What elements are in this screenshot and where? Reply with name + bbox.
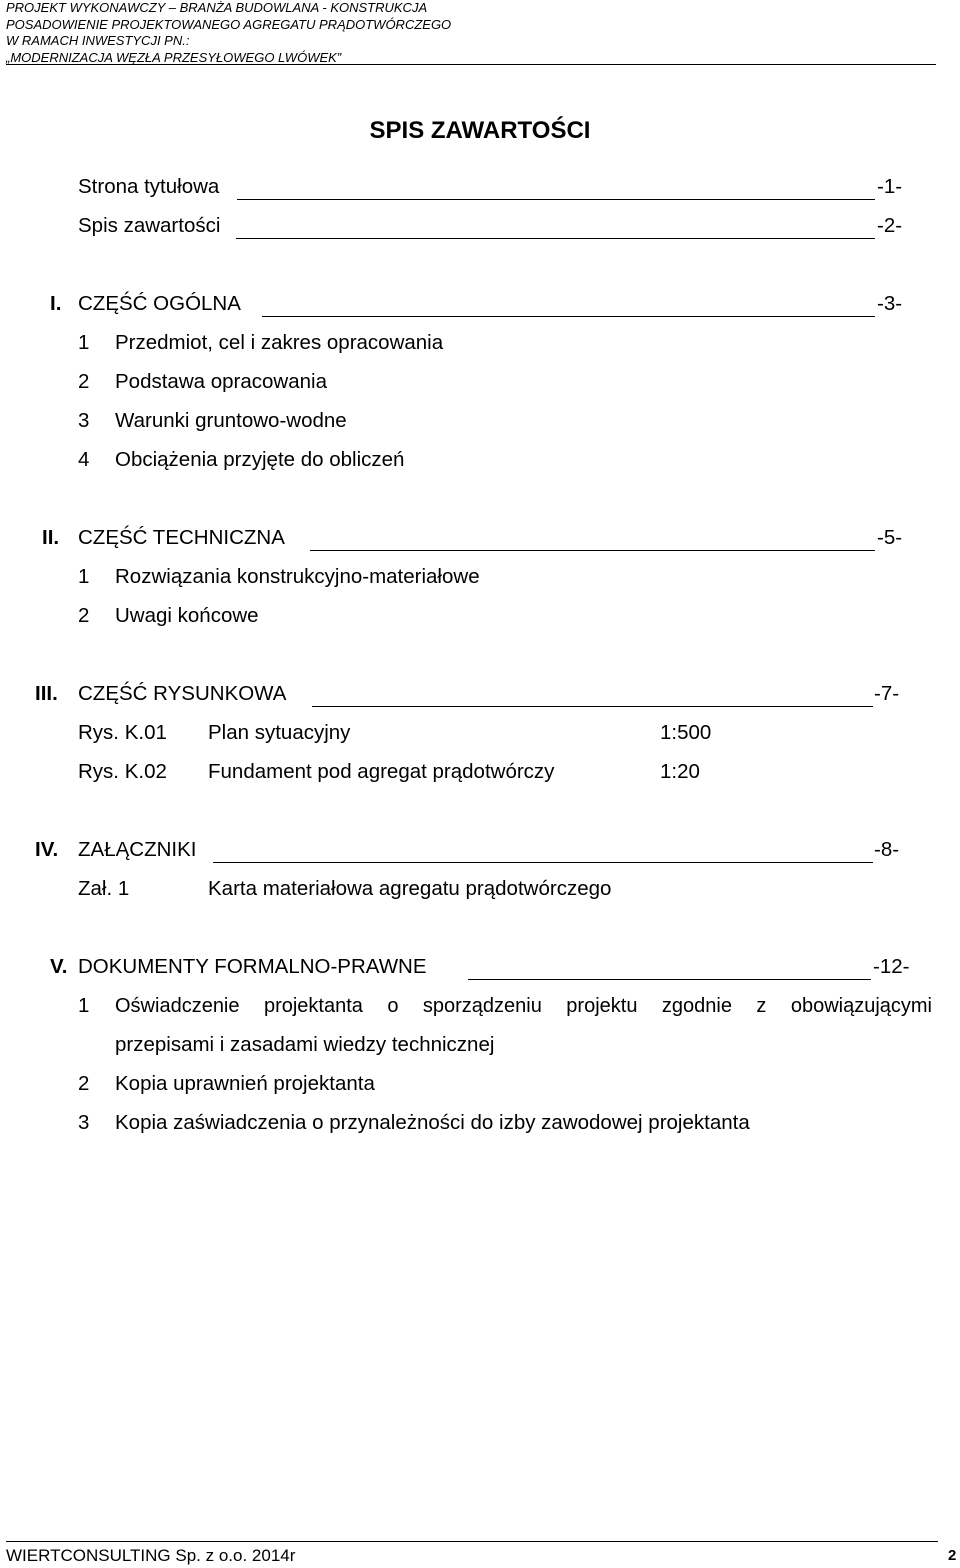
item-number: 1: [78, 331, 90, 354]
toc-page-number: -5-: [877, 526, 903, 549]
toc-leader-line: [310, 550, 875, 551]
header-line-2: POSADOWIENIE PROJEKTOWANEGO AGREGATU PRĄDOTWÓRCZEGO: [6, 16, 452, 32]
attachment-code: Zał. 1: [78, 877, 130, 900]
footer-company: WIERTCONSULTING Sp. z o.o. 2014r: [6, 1546, 296, 1565]
drawing-scale: 1:20: [660, 760, 700, 783]
toc-page-number: -8-: [874, 838, 900, 861]
section-number: III.: [35, 682, 58, 705]
attachment-name: Karta materiałowa agregatu prądotwórczego: [208, 877, 612, 900]
section-title: ZAŁĄCZNIKI: [78, 838, 197, 861]
toc-page-number: -2-: [877, 214, 903, 237]
item-number: 2: [78, 1072, 90, 1095]
item-text: Rozwiązania konstrukcyjno-materiałowe: [115, 565, 480, 588]
item-number: 4: [78, 448, 90, 471]
item-text: Warunki gruntowo-wodne: [115, 409, 347, 432]
toc-leader-line: [468, 979, 871, 980]
section-title: DOKUMENTY FORMALNO-PRAWNE: [78, 955, 427, 978]
item-text: Obciążenia przyjęte do obliczeń: [115, 448, 405, 471]
footer-page-number: 2: [948, 1547, 957, 1564]
drawing-name: Fundament pod agregat prądotwórczy: [208, 760, 555, 783]
footer-divider: [6, 1541, 938, 1542]
toc-page-number: -3-: [877, 292, 903, 315]
item-text: Kopia uprawnień projektanta: [115, 1072, 375, 1095]
toc-leader-line: [262, 316, 875, 317]
toc-leader-line: [236, 238, 875, 239]
header-line-4: „MODERNIZACJA WĘZŁA PRZESYŁOWEGO LWÓWEK”: [6, 49, 342, 65]
section-title: CZĘŚĆ TECHNICZNA: [78, 526, 285, 549]
section-number: I.: [50, 292, 62, 315]
header-divider: [6, 64, 936, 65]
item-number: 3: [78, 1111, 90, 1134]
item-text: Uwagi końcowe: [115, 604, 259, 627]
item-number: 1: [78, 565, 90, 588]
drawing-name: Plan sytuacyjny: [208, 721, 351, 744]
toc-entry-label: Spis zawartości: [78, 214, 221, 237]
item-text: Podstawa opracowania: [115, 370, 327, 393]
item-number: 3: [78, 409, 90, 432]
document-header: [6, 0, 936, 66]
section-title: CZĘŚĆ RYSUNKOWA: [78, 682, 287, 705]
toc-page-number: -7-: [874, 682, 900, 705]
header-line-1: PROJEKT WYKONAWCZY – BRANŻA BUDOWLANA - KONSTRUKCJA: [6, 0, 428, 15]
toc-leader-line: [213, 862, 873, 863]
section-number: II.: [42, 526, 60, 549]
drawing-scale: 1:500: [660, 721, 712, 744]
section-title: CZĘŚĆ OGÓLNA: [78, 292, 241, 315]
item-text: Przedmiot, cel i zakres opracowania: [115, 331, 444, 354]
page-title: SPIS ZAWARTOŚCI: [369, 117, 591, 144]
item-text-continued: przepisami i zasadami wiedzy technicznej: [115, 1033, 495, 1056]
section-number: IV.: [35, 838, 59, 861]
drawing-code: Rys. K.02: [78, 760, 167, 783]
item-text: Oświadczenie projektanta o sporządzeniu projektu zgodnie z obowiązującymi: [115, 995, 932, 1017]
toc-leader-line: [237, 199, 875, 200]
section-number: V.: [50, 955, 68, 978]
toc-page-number: -12-: [873, 955, 910, 978]
toc-leader-line: [312, 706, 873, 707]
drawing-code: Rys. K.01: [78, 721, 167, 744]
item-text: Kopia zaświadczenia o przynależności do izby zawodowej projektanta: [115, 1111, 750, 1134]
toc-page-number: -1-: [877, 175, 903, 198]
toc-entry-label: Strona tytułowa: [78, 175, 220, 198]
item-number: 1: [78, 994, 90, 1017]
header-line-3: W RAMACH INWESTYCJI PN.:: [6, 33, 190, 48]
item-number: 2: [78, 604, 90, 627]
item-number: 2: [78, 370, 90, 393]
